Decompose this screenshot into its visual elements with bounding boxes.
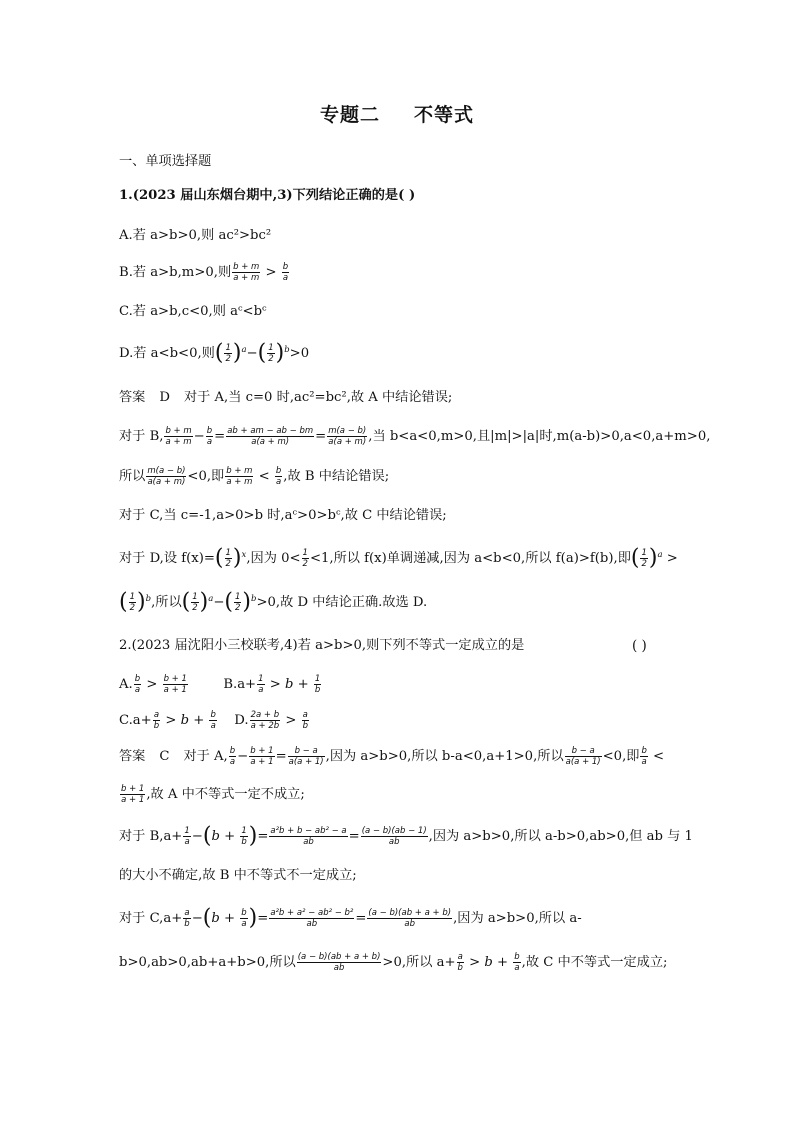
q2-explanation-b-line2: 的大小不确定,故 B 中不等式不一定成立; [119, 868, 357, 883]
q2-options-ab: A. $\frac{b}{a}$ > $\frac{b + 1}{a + 1}$ B.a+ $\frac{1}{a}$ > b + $\frac{1}{b}$ [119, 674, 321, 695]
text: 对于 B,a+ [119, 829, 183, 844]
text: ,故 C 中不等式一定成立; [521, 955, 668, 970]
section-heading: 一、单项选择题 [119, 154, 212, 169]
text: ,故 A 中不等式一定不成立; [146, 787, 305, 802]
title-part-1: 专题二 [319, 104, 380, 126]
q1-answer-a [119, 388, 452, 408]
text: 对于 A, [183, 749, 228, 764]
text: ,因为 a>b>0,所以 a-b>0,ab>0,但 ab 与 1 [428, 829, 693, 844]
text: ,因为 a>b>0,所以 a- [453, 911, 582, 926]
text: 对于 D,设 f(x)= [119, 551, 215, 566]
q1-stem: 1.(2023 届山东烟台期中,3)下列结论正确的是( ) [119, 188, 416, 203]
text: ,因为 0< [246, 551, 301, 566]
text: A. [119, 677, 133, 692]
q2-explanation-b-line1: 对于 B,a+ $\frac{1}{a}$ −(b + $\frac{1}{b}$ )= $\frac{\text{a²b + b − ab² − a}}{ab}$ = $\frac{(a - b)(ab - 1)}{ab}$ ,因为 a>b>0,所以 a-b>0,ab>0,但 ab 与 1 [119, 823, 693, 849]
text: ,故 B 中结论错误; [283, 469, 390, 484]
text: <1,所以 f(x)单调递减,因为 a<b<0,所以 f(a)>f(b),即 [309, 551, 631, 566]
page-title [0, 100, 794, 127]
answer-letter: C [159, 749, 170, 764]
q2-explanation-c-line1: 对于 C,a+ $\frac{a}{b}$ −(b + $\frac{b}{a}$ )= $\frac{\text{a²b + a² − ab² − b²}}{ab}$ = $\frac{(a - b)(ab + a + b)}{ab}$ ,因为 a>b>0,所以 a- [119, 905, 582, 931]
q2-answer-a-line1: 答案 C 对于 A, $\frac{b}{a}$ − $\frac{b + 1}{a + 1}$ = $\frac{b - a}{a(a + 1)}$ ,因为 a>b>0,所以 b-a<0,a+1>0,所以 $\frac{b - a}{a(a + 1)}$ <0,即 $\frac{b}{a}$ < [119, 746, 665, 767]
q1-explanation-b-line1: 对于 B, $\frac{b + m}{a + m}$ − $\frac{b}{a}$ = $\frac{ab + am - ab - bm}{a(a + m)}$ = $\frac{m(a - b)}{a(a + m)}$ ,当 b<a<0,m>0,且|m|>|a|时,m(a-b)>0,a<0,a+m>0, [119, 426, 711, 447]
text: b>0,ab>0,ab+a+b>0,所以 [119, 955, 296, 970]
q1-option-a: A.若 a>b>0,则 ac²>bc² [119, 228, 272, 243]
q1-option-c: C.若 a>b,c<0,则 aᶜ<bᶜ [119, 304, 267, 319]
q2-options-cd: C.a+ $\frac{a}{b}$ > b + $\frac{b}{a}$ D. $\frac{2a + b}{a + 2b}$ > $\frac{a}{b}$ [119, 710, 308, 731]
text: ,因为 a>b>0,所以 b-a<0,a+1>0,所以 [325, 749, 564, 764]
q2-answer-bracket: ( ) [632, 638, 647, 654]
text: 所以 [119, 469, 146, 484]
text: >0,故 D 中结论正确.故选 D. [256, 595, 428, 610]
text: ,所以 [151, 595, 182, 610]
q1-explanation-d-line2: ( $\frac{1}{2}$ )$^b$,所以( $\frac{1}{2}$ )$^a$−( $\frac{1}{2}$ )$^b$>0,故 D 中结论正确.故选 D. [119, 589, 428, 615]
answer-label: 答案 [119, 390, 146, 405]
q1-option-d-text: D.若 a<b<0,则 [119, 346, 215, 361]
q1-option-d: D.若 a<b<0,则( $\frac{1}{2}$ )$^a$−( $\frac{1}{2}$ )$^b$>0 [119, 340, 310, 366]
q1-explanation-b-line2: 所以 $\frac{m(a - b)}{a(a + m)}$ <0,即 $\frac{b + m}{a + m}$ < $\frac{b}{a}$ ,故 B 中结论错误; [119, 466, 390, 487]
text: 当 b<a<0,m>0,且|m|>|a|时,m(a-b)>0,a<0,a+m>0, [372, 429, 711, 444]
text: C.a+ [119, 713, 152, 728]
q1-explanation-a: 对于 A,当 c=0 时,ac²=bc²,故 A 中结论错误; [183, 390, 453, 405]
text: <0,即 [187, 469, 225, 484]
fraction: $\frac{b + m}{a + m}$ [233, 262, 260, 283]
q1-explanation-d-line1: 对于 D,设 f(x)=( $\frac{1}{2}$ )$^x$,因为 0< $\frac{1}{2}$ <1,所以 f(x)单调递减,因为 a<b<0,所以 f(a)>f(b),即( $\frac{1}{2}$ )$^a$ > [119, 545, 678, 571]
answer-label: 答案 [119, 749, 146, 764]
q1-option-b-text: B.若 a>b,m>0,则 [119, 265, 232, 280]
q2-stem: 2.(2023 届沈阳小三校联考,4)若 a>b>0,则下列不等式一定成立的是 [119, 638, 525, 653]
q1-explanation-c: 对于 C,当 c=-1,a>0>b 时,aᶜ>0>bᶜ,故 C 中结论错误; [119, 508, 447, 523]
answer-letter: D [159, 390, 170, 405]
text: >0,所以 a+ [382, 955, 456, 970]
text: <0,即 [602, 749, 640, 764]
q2-answer-a-line2: $\frac{b + 1}{a + 1}$ ,故 A 中不等式一定不成立; [121, 784, 305, 805]
text: 对于 B, [119, 429, 164, 444]
text: B.a+ [223, 677, 257, 692]
fraction: $\frac{b}{a}$ [282, 262, 289, 283]
text: D. [234, 713, 249, 728]
q2-explanation-c-line2: b>0,ab>0,ab+a+b>0,所以 $\frac{(a - b)(ab + a + b)}{ab}$ >0,所以 a+ $\frac{a}{b}$ > b + $\frac{b}{a}$ ,故 C 中不等式一定成立; [119, 952, 668, 973]
q1-option-b: B.若 a>b,m>0,则 $\frac{b + m}{a + m}$ > $\frac{b}{a}$ [119, 262, 289, 283]
text: 对于 C,a+ [119, 911, 183, 926]
title-part-2: 不等式 [414, 104, 475, 126]
